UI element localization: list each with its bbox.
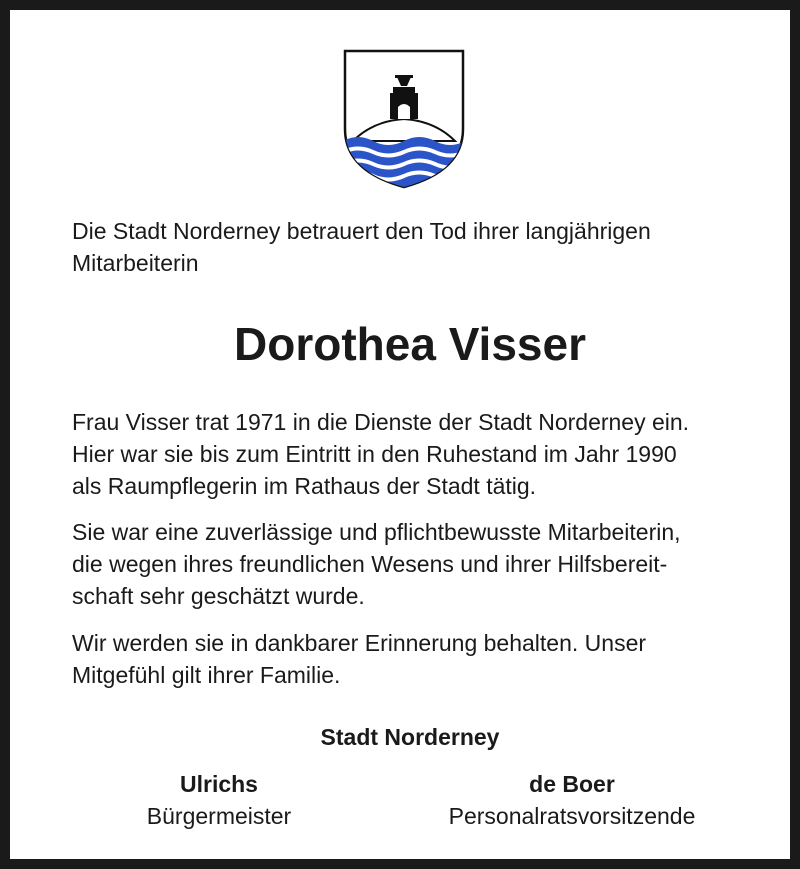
signatory-role: Personalratsvorsitzende (448, 803, 696, 829)
signatory-name: de Boer (529, 771, 615, 797)
signatory-name: Ulrichs (180, 771, 258, 797)
deceased-name: Dorothea Visser (234, 318, 586, 370)
paragraph-line: als Raumpflegerin im Rathaus der Stadt tätig. (72, 473, 537, 499)
signatory-mayor (119, 768, 319, 832)
paragraph-line: Frau Visser trat 1971 in die Dienste der Stadt Norderney ein. (72, 409, 690, 435)
signatory-staff-council (422, 768, 722, 832)
paragraph-line: Hier war sie bis zum Eintritt in den Ruhestand im Jahr 1990 (72, 441, 677, 467)
intro-line: Mitarbeiterin (72, 250, 199, 276)
organization-name: Stadt Norderney (320, 724, 500, 750)
paragraph-line: Sie war eine zuverlässige und pflichtbewusste Mitarbeiterin, (72, 519, 681, 545)
paragraph-line: Wir werden sie in dankbarer Erinnerung behalten. Unser (72, 630, 647, 656)
paragraph-line: die wegen ihres freundlichen Wesens und ihrer Hilfsbereit- (72, 551, 668, 577)
paragraph-character (72, 516, 748, 612)
paragraph-career (72, 406, 748, 502)
signatory-role: Bürgermeister (146, 803, 292, 829)
paragraph-line: Mitgefühl gilt ihrer Familie. (72, 662, 341, 688)
intro-text (72, 215, 748, 279)
intro-line: Die Stadt Norderney betrauert den Tod ihrer langjährigen (72, 218, 651, 244)
paragraph-line: schaft sehr geschätzt wurde. (72, 583, 365, 609)
paragraph-condolence (72, 627, 748, 691)
norderney-coat-of-arms-icon (343, 49, 465, 189)
